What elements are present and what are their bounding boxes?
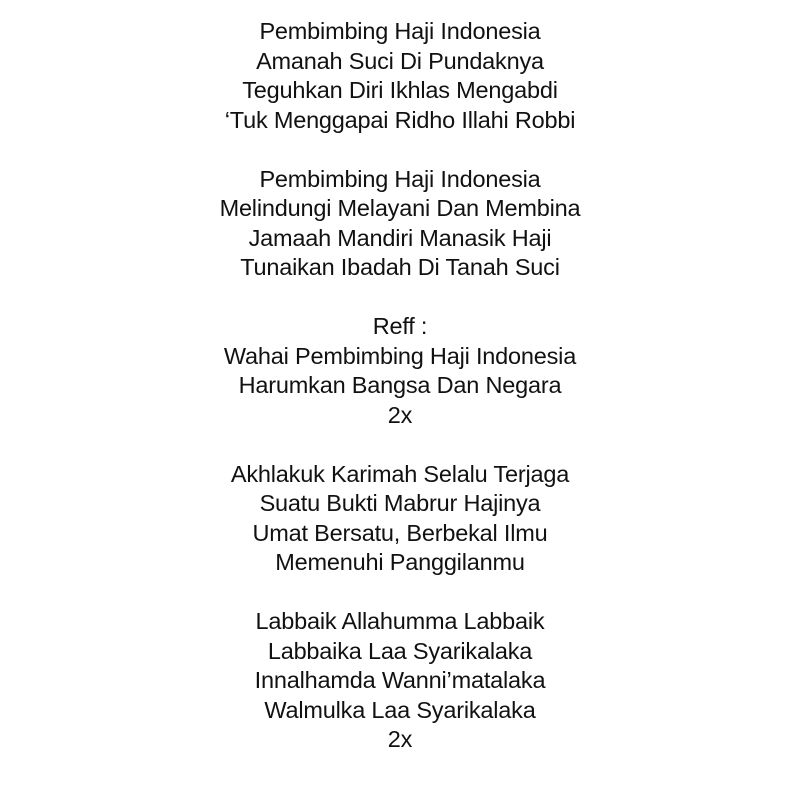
lyric-line: ‘Tuk Menggapai Ridho Illahi Robbi <box>224 106 576 133</box>
repeat-marker: 2x <box>387 726 413 752</box>
lyric-line: Tunaikan Ibadah Di Tanah Suci <box>240 254 560 280</box>
lyric-line: Pembimbing Haji Indonesia <box>259 165 541 192</box>
lyric-line: Walmulka Laa Syarikalaka <box>264 696 536 723</box>
stanza-verse-1 <box>0 17 800 135</box>
repeat-marker: 2x <box>387 401 413 428</box>
lyric-line: Labbaik Allahumma Labbaik <box>255 608 545 634</box>
lyric-line: Akhlakuk Karimah Selalu Terjaga <box>230 460 570 487</box>
lyric-line: Memenuhi Panggilanmu <box>275 549 525 575</box>
lyric-line: Teguhkan Diri Ikhlas Mengabdi <box>242 77 558 103</box>
lyric-line: Jamaah Mandiri Manasik Haji <box>248 224 552 251</box>
lyric-line: Umat Bersatu, Berbekal Ilmu <box>252 519 548 546</box>
stanza-refrain <box>0 312 800 430</box>
lyric-line: Pembimbing Haji Indonesia <box>259 18 541 44</box>
stanza-verse-2 <box>0 165 800 283</box>
lyric-line: Melindungi Melayani Dan Membina <box>219 195 581 221</box>
lyric-line: Harumkan Bangsa Dan Negara <box>238 372 562 398</box>
lyric-line: Labbaika Laa Syarikalaka <box>267 637 533 664</box>
stanza-verse-3 <box>0 460 800 578</box>
lyric-line: Innalhamda Wanni’matalaka <box>254 667 546 693</box>
lyric-line: Amanah Suci Di Pundaknya <box>256 47 544 74</box>
refrain-label: Reff : <box>372 313 428 339</box>
stanza-talbiyah <box>0 607 800 755</box>
lyric-line: Wahai Pembimbing Haji Indonesia <box>223 342 577 369</box>
lyric-line: Suatu Bukti Mabrur Hajinya <box>259 490 541 516</box>
